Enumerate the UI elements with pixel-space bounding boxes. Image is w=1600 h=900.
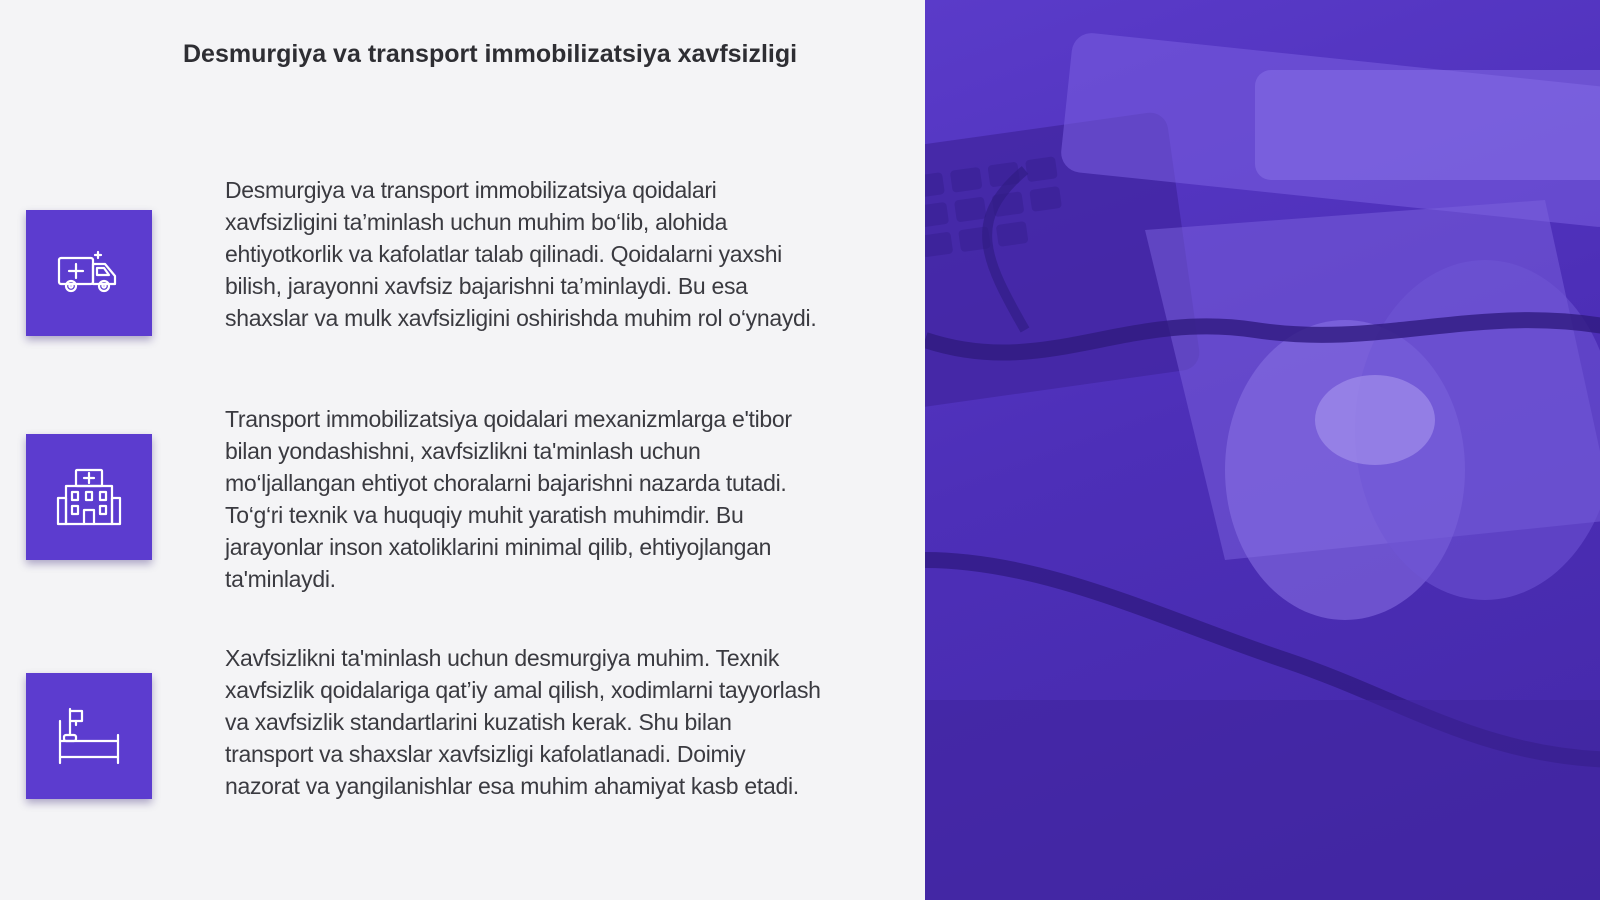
stethoscope-photo bbox=[925, 0, 1600, 900]
ambulance-icon-tile bbox=[26, 210, 152, 336]
paragraph-1: Desmurgiya va transport immobilizatsiya qoidalari xavfsizligini ta’minlash uchun muhim bo‘lib, alohida ehtiyotkorlik va kafolatlar talab qilinadi. Qoidalarni yaxshi bilish, jarayonni xavfsiz bajarishni ta’minlaydi. Bu esa shaxslar va mulk xavfsizligini oshirishda muhim rol o‘ynaydi. bbox=[225, 177, 817, 331]
hospital-icon bbox=[54, 462, 124, 532]
photo-illustration bbox=[925, 0, 1600, 900]
hospital-icon-tile bbox=[26, 434, 152, 560]
hospital-bed-icon-tile bbox=[26, 673, 152, 799]
ambulance-icon bbox=[54, 238, 124, 308]
paragraph-2: Transport immobilizatsiya qoidalari mexanizmlarga e'tibor bilan yondashishni, xavfsizlikni ta'minlash uchun mo‘ljallangan ehtiyot choralarni bajarishni nazarda tutadi. To‘g‘ri texnik va huquqiy muhit yaratish muhimdir. Bu jarayonlar inson xatoliklarini minimal qilib, ehtiyojlangan ta'minlaydi. bbox=[225, 406, 792, 592]
hospital-bed-icon bbox=[54, 701, 124, 771]
slide-title: Desmurgiya va transport immobilizatsiya xavfsizligi bbox=[183, 40, 798, 68]
paragraph-3: Xavfsizlikni ta'minlash uchun desmurgiya muhim. Texnik xavfsizlik qoidalariga qat’iy amal qilish, xodimlarni tayyorlash va xavfsizlik standartlarini kuzatish kerak. Shu bilan transport va shaxslar xavfsizligi kafolatlanadi. Doimiy nazorat va yangilanishlar esa muhim ahamiyat kasb etadi. bbox=[225, 645, 821, 799]
